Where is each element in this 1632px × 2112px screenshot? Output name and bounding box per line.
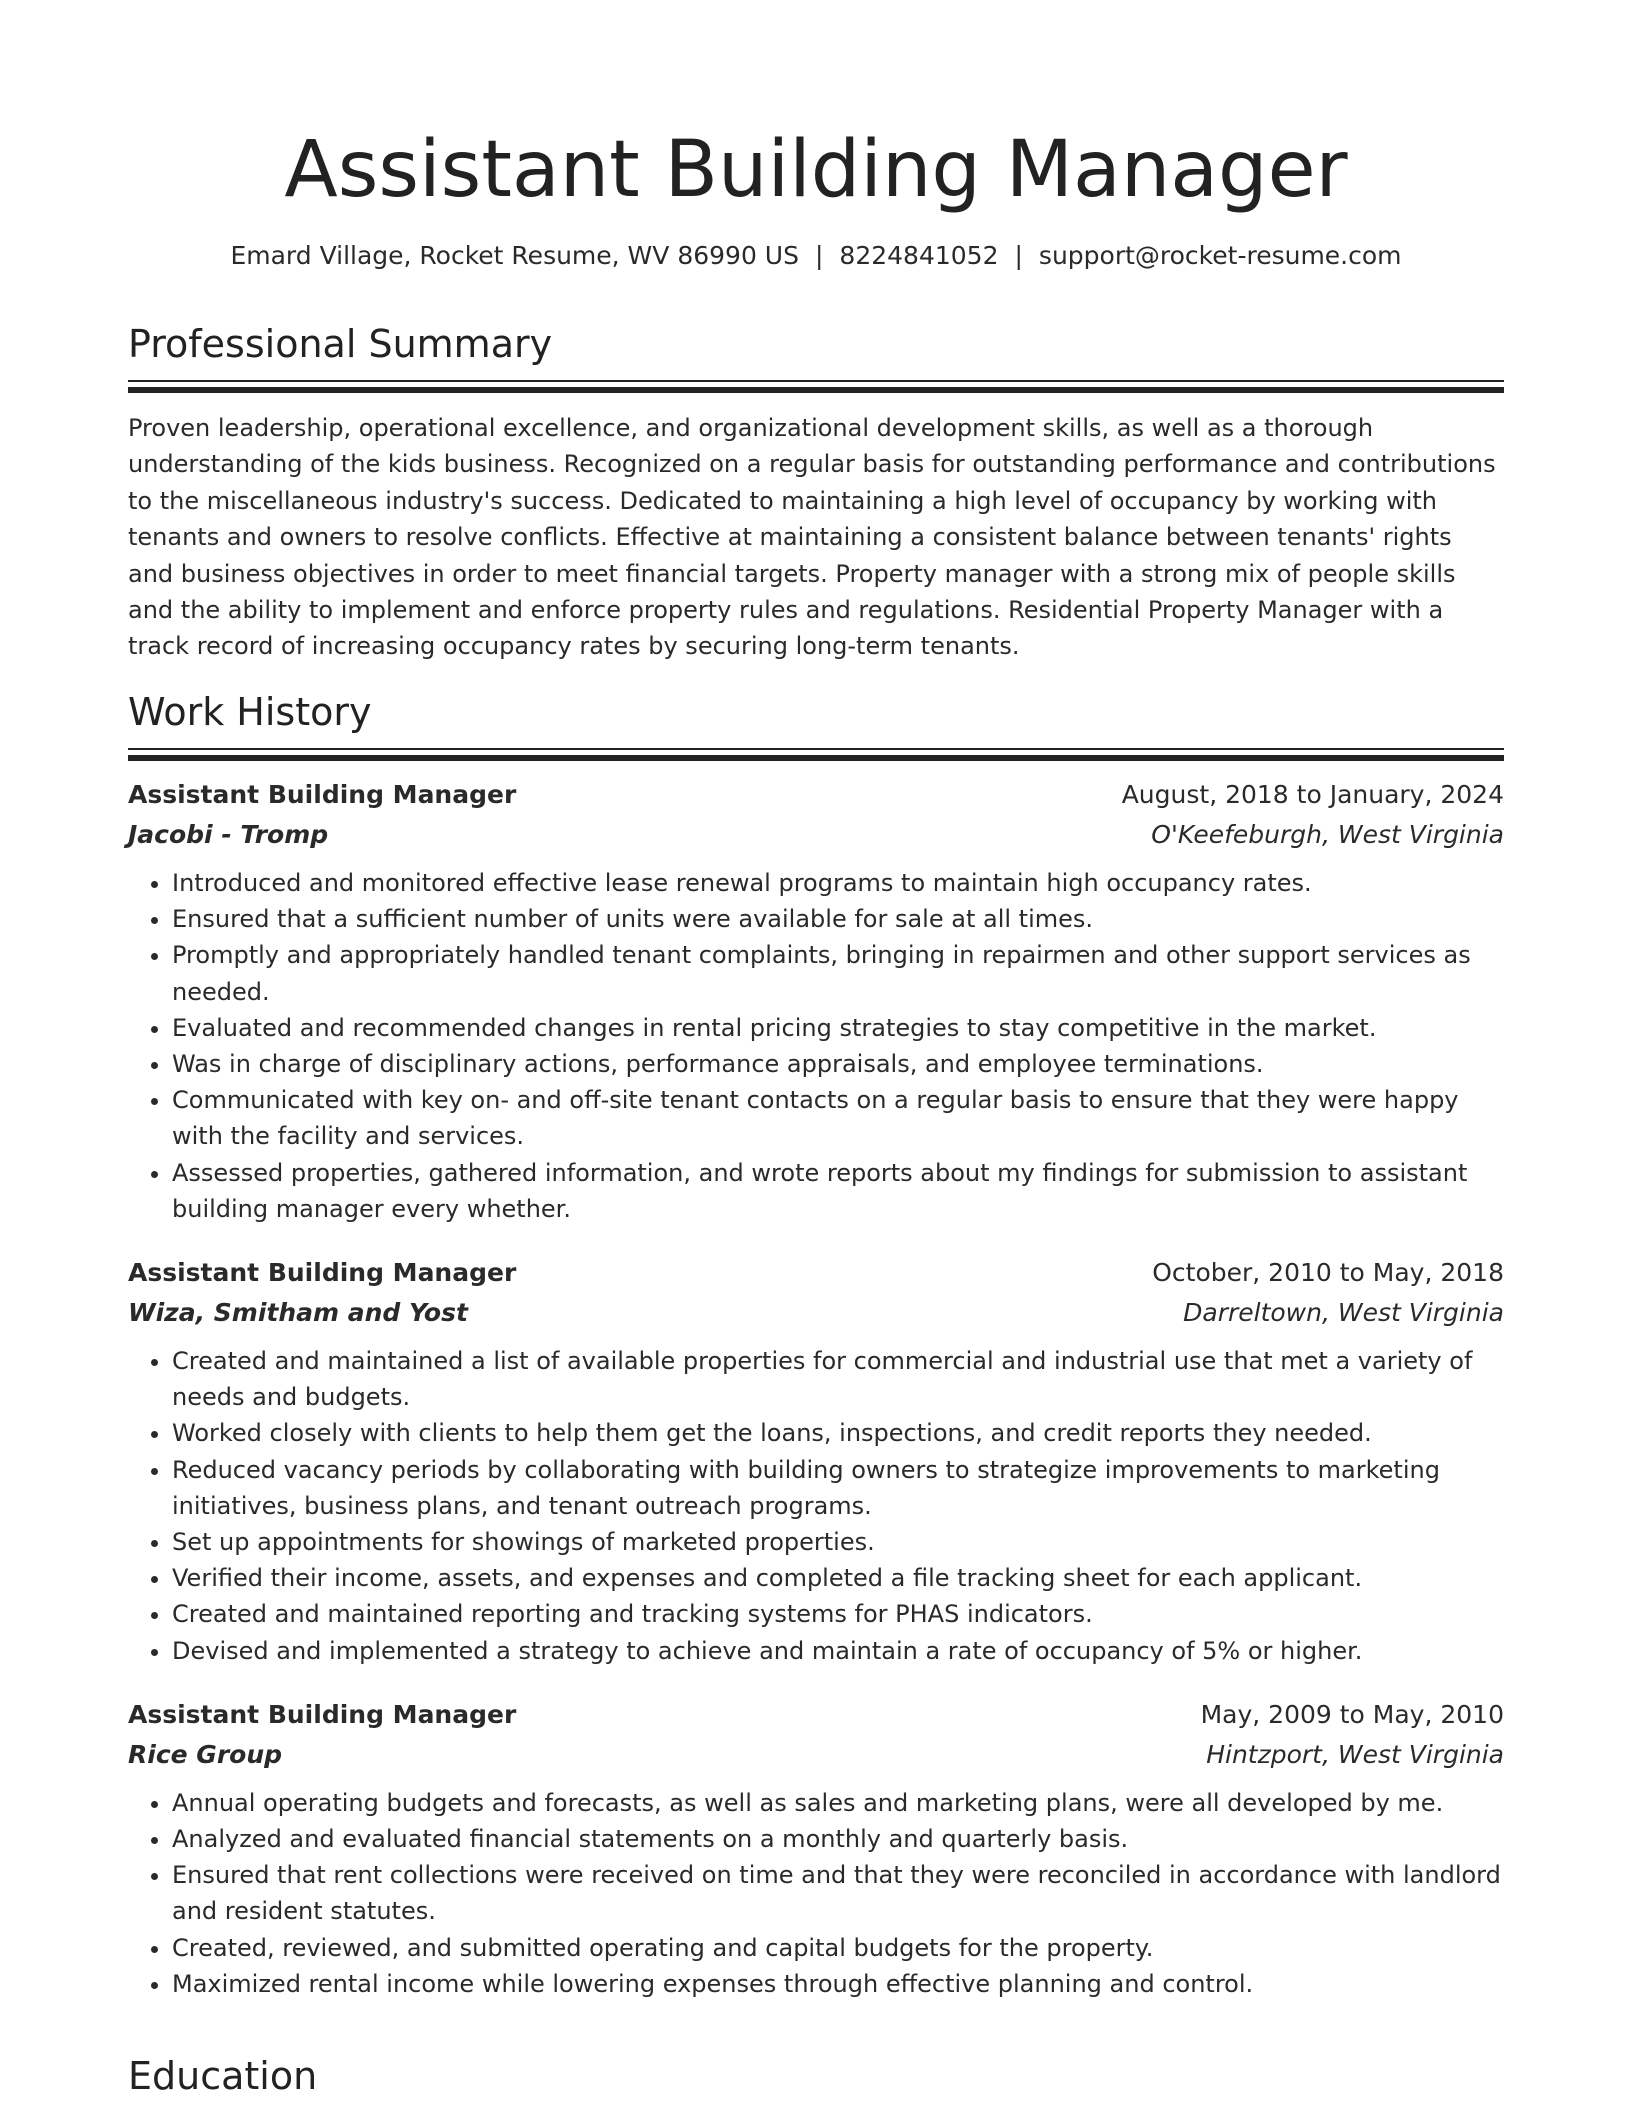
job-bullet: • Analyzed and evaluated financial statements on a monthly and quarterly basis. [172,1821,1504,1857]
job-location: O'Keefeburgh, West Virginia [1151,820,1504,849]
job-bullet: • Ensured that rent collections were received on time and that they were reconciled in accordance with landlord and resident statutes. [172,1857,1504,1929]
summary-text: Proven leadership, operational excellence, and organizational development skills, as well as a thorough understanding of the kids business. Recognized on a regular basis for outstanding performance and contributions to the miscellaneous industry's success. Dedicated to maintaining a high level of occupancy by working with tenants and owners to resolve conflicts. Effective at maintaining a consistent balance between tenants' rights and business objectives in order to meet financial targets. Property manager with a strong mix of people skills and the ability to implement and enforce property rules and regulations. Residential Property Manager with a track record of increasing occupancy rates by securing long-term tenants. [128,414,1496,661]
job-entry [128,775,1504,1227]
work-history-heading: Work History [128,690,372,734]
education-heading: Education [128,2054,318,2098]
job-dates: May, 2009 to May, 2010 [1200,1699,1504,1729]
job-bullet: • Evaluated and recommended changes in rental pricing strategies to stay competitive in the market. [172,1010,1504,1046]
job-bullet: • Annual operating budgets and forecasts, as well as sales and marketing plans, were all developed by me. [172,1785,1504,1821]
job-bullet: • Promptly and appropriately handled tenant complaints, bringing in repairmen and other support services as needed. [172,937,1504,1009]
work-history-section [128,686,1504,2002]
job-bullet-list [128,1785,1504,2002]
job-bullet: • Devised and implemented a strategy to achieve and maintain a rate of occupancy of 5% or higher. [172,1633,1504,1669]
job-bullet: • Created and maintained a list of available properties for commercial and industrial use that met a variety of needs and budgets. [172,1343,1504,1415]
job-bullet: • Created and maintained reporting and tracking systems for PHAS indicators. [172,1596,1504,1632]
job-title: Assistant Building Manager [128,780,517,809]
section-divider [128,380,1504,393]
resume-name: Assistant Building Manager [284,125,1348,215]
job-entry [128,1253,1504,1669]
job-location: Darreltown, West Virginia [1183,1298,1504,1328]
contact-line [128,236,1504,276]
job-bullet: • Verified their income, assets, and expenses and completed a file tracking sheet for each applicant. [172,1560,1504,1596]
job-bullet: • Ensured that a sufficient number of units were available for sale at all times. [172,901,1504,937]
job-bullet: • Reduced vacancy periods by collaborating with building owners to strategize improvements to marketing initiatives, business plans, and tenant outreach programs. [172,1452,1504,1524]
contact-email: support@rocket-resume.com [1038,241,1402,270]
job-bullet: • Maximized rental income while lowering expenses through effective planning and control. [172,1966,1504,2002]
job-company: Jacobi - Tromp [128,820,329,849]
contact-phone: 8224841052 [839,241,999,270]
contact-separator: | [814,241,824,270]
job-dates: October, 2010 to May, 2018 [1152,1258,1504,1288]
job-company: Rice Group [128,1739,283,1769]
contact-address: Emard Village, Rocket Resume, WV 86990 US [230,241,799,270]
job-title: Assistant Building Manager [128,1699,517,1729]
job-company: Wiza, Smitham and Yost [128,1298,468,1328]
job-dates: August, 2018 to January, 2024 [1121,780,1504,809]
job-bullet: • Worked closely with clients to help them get the loans, inspections, and credit reports they needed. [172,1415,1504,1451]
job-bullet: • Assessed properties, gathered information, and wrote reports about my findings for submission to assistant building manager every whether. [172,1155,1504,1227]
job-title: Assistant Building Manager [128,1258,517,1288]
summary-heading: Professional Summary [128,322,553,366]
job-bullet: • Was in charge of disciplinary actions, performance appraisals, and employee terminations. [172,1046,1504,1082]
job-bullet: • Introduced and monitored effective lease renewal programs to maintain high occupancy rates. [172,865,1504,901]
education-section [128,2050,1504,2102]
summary-section [128,318,1504,665]
job-bullet: • Communicated with key on- and off-site tenant contacts on a regular basis to ensure that they were happy with the facility and services. [172,1082,1504,1154]
job-bullet-list [128,865,1504,1227]
job-entry [128,1695,1504,2002]
job-bullet-list [128,1343,1504,1669]
section-divider [128,748,1504,761]
job-location: Hintzport, West Virginia [1206,1739,1504,1769]
job-bullet: • Set up appointments for showings of marketed properties. [172,1524,1504,1560]
job-bullet: • Created, reviewed, and submitted operating and capital budgets for the property. [172,1930,1504,1966]
contact-separator: | [1014,241,1023,270]
